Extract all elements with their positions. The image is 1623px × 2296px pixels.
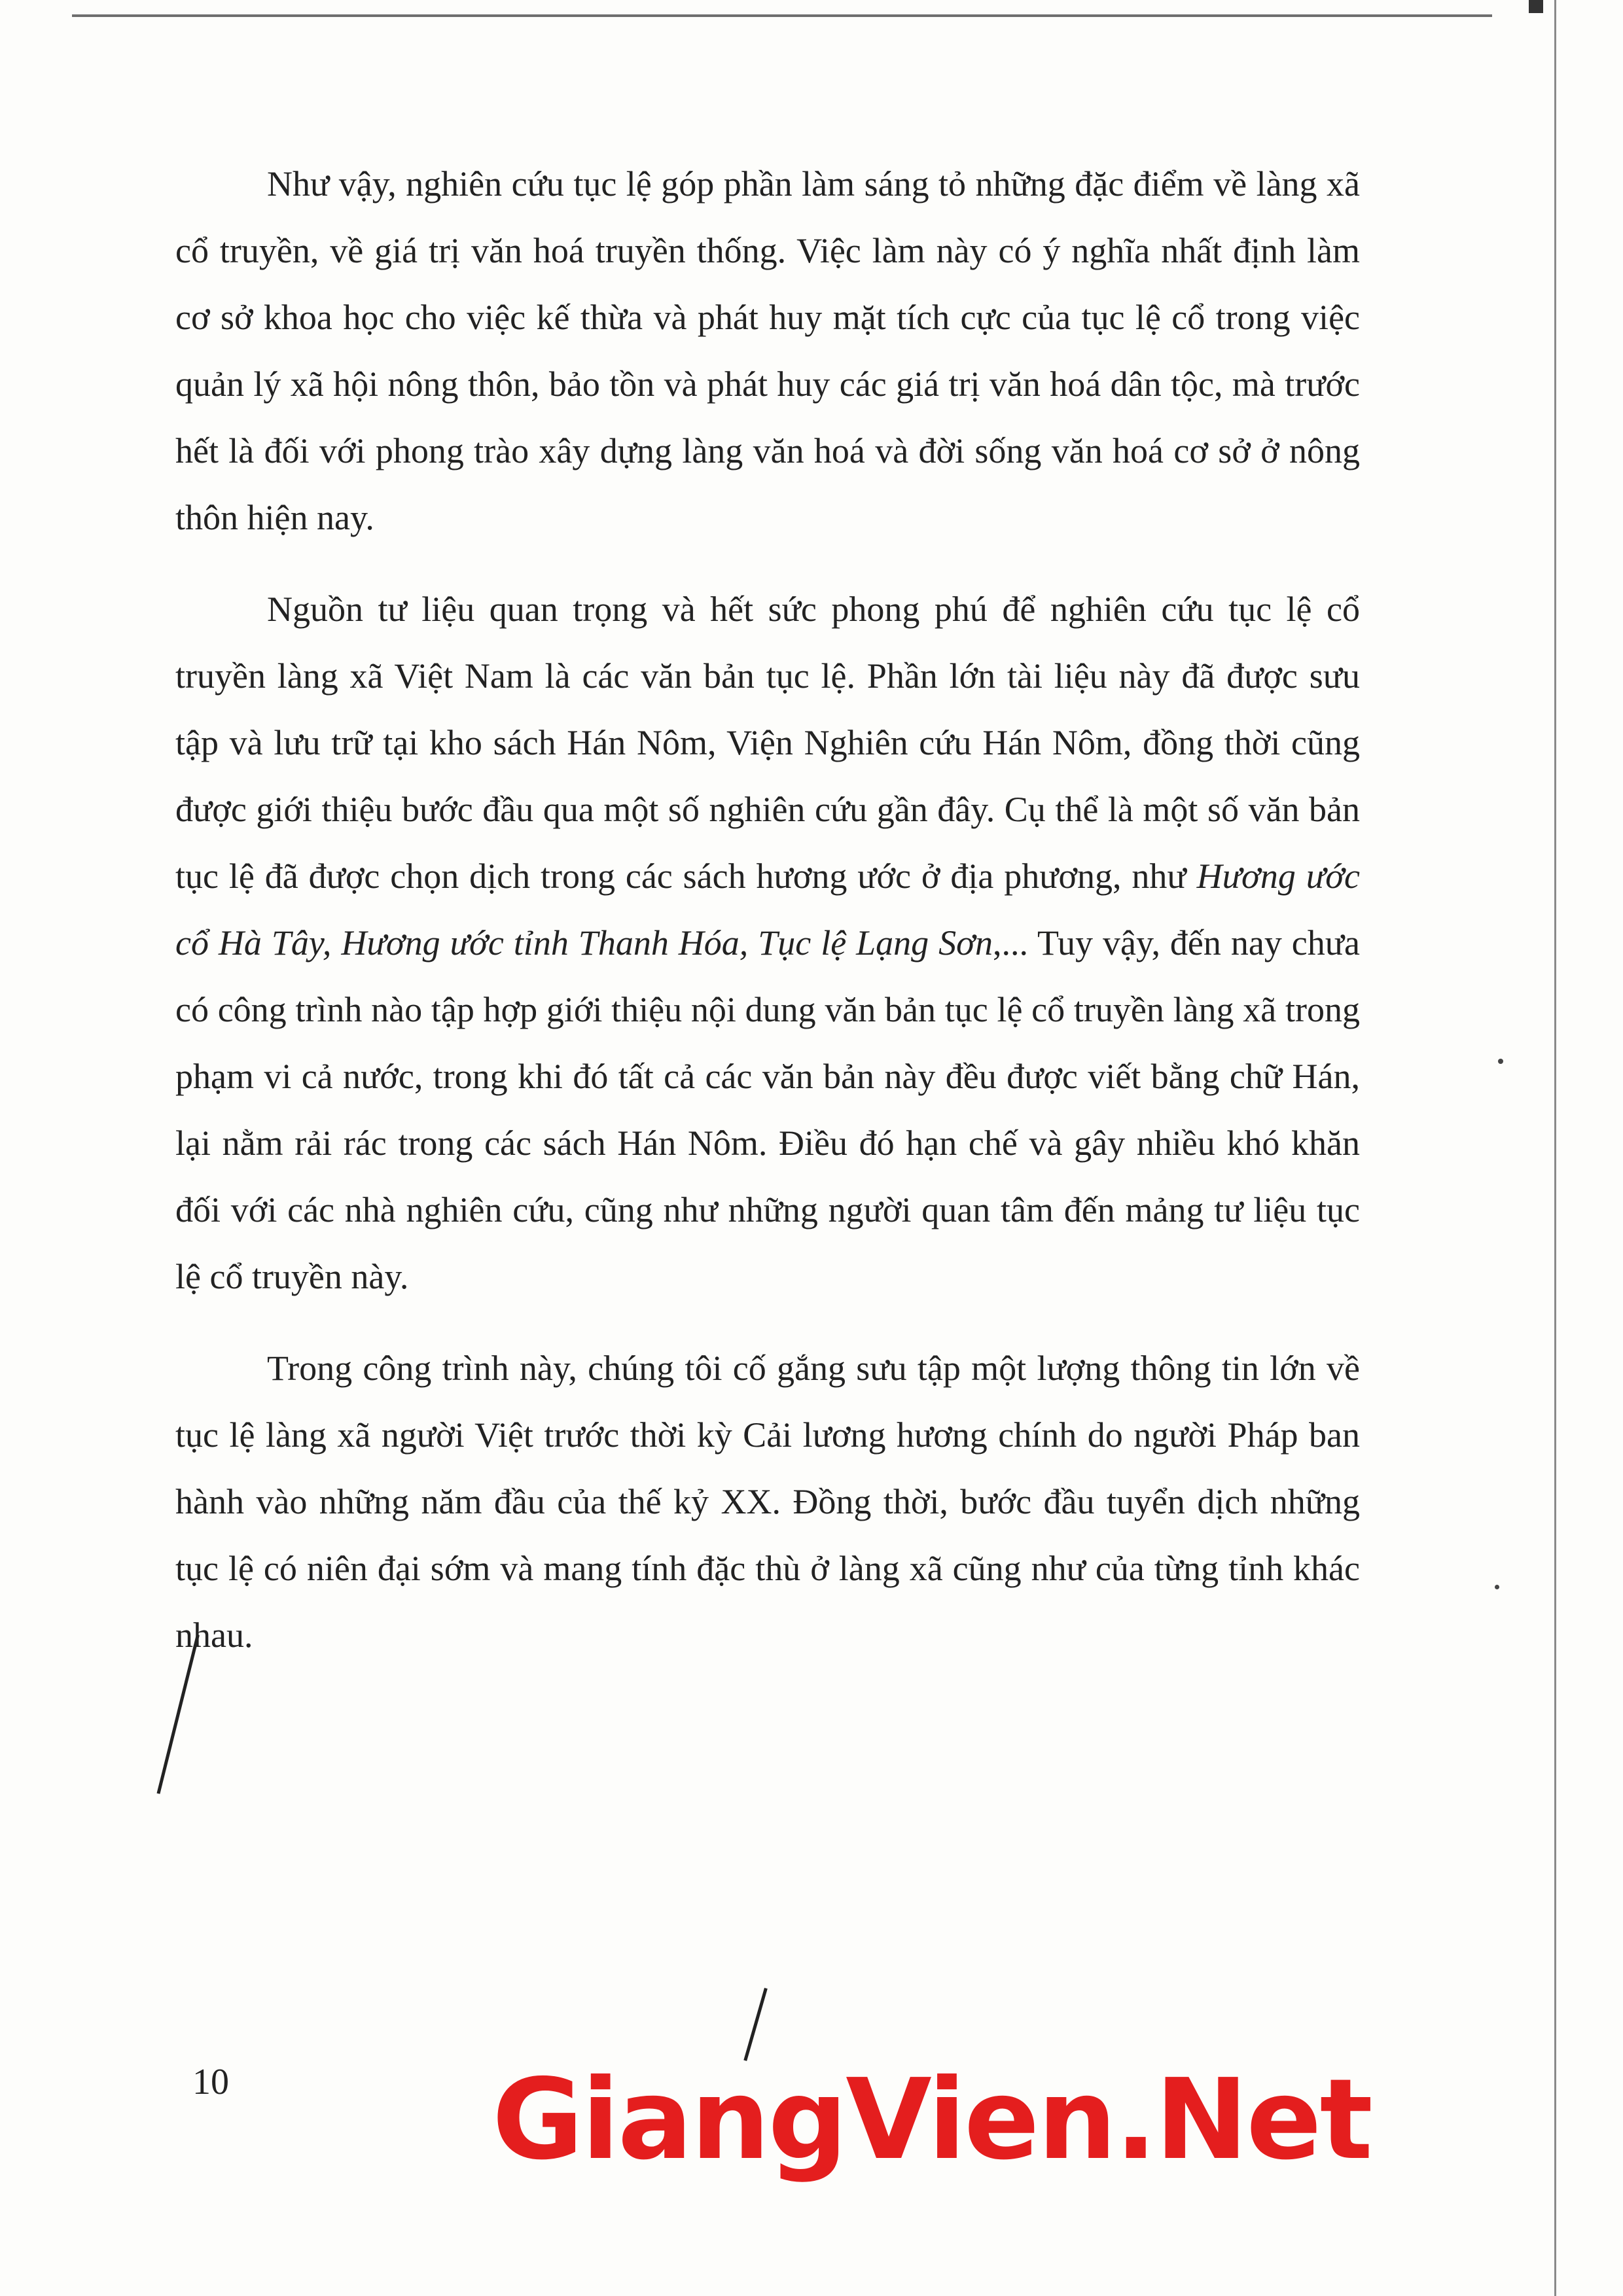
page-edge-line <box>1554 0 1556 2296</box>
handwritten-mark <box>743 1988 768 2061</box>
page-number: 10 <box>192 2062 229 2102</box>
book-titles: Hương ước cổ Hà Tây, Hương ước tỉnh Thanh Hóa, Tục lệ Lạng Sơn <box>175 857 1360 963</box>
scan-speck <box>1498 1059 1503 1064</box>
paragraph-2 <box>175 576 1360 1310</box>
top-rule <box>72 14 1492 17</box>
paragraph-text: Nguồn tư liệu quan trọng và hết sức phong phú để nghiên cứu tục lệ cổ truyền làng xã Việt Nam là các văn bản tục lệ. Phần lớn tài liệu này đã được sưu tập và lưu trữ tại kho sách Hán Nôm, Viện Nghiên cứu Hán Nôm, đồng thời cũng được giới thiệu bước đầu qua một số nghiên cứu gần đây. Cụ thể là một số văn bản tục lệ đã được chọn dịch trong các sách hương ước ở địa phương, như <box>175 590 1360 896</box>
body-text <box>175 150 1360 1693</box>
paragraph-1 <box>175 150 1360 551</box>
scan-speck <box>1495 1585 1499 1589</box>
watermark: GiangVien.Net <box>492 2055 1371 2185</box>
corner-mark <box>1529 0 1543 13</box>
paragraph-text: ,... Tuy vậy, đến nay chưa có công trình nào tập hợp giới thiệu nội dung văn bản tục lệ cổ truyền làng xã trong phạm vi cả nước, trong khi đó tất cả các văn bản này đều được viết bằng chữ Hán, lại nằm rải rác trong các sách Hán Nôm. Điều đó hạn chế và gây nhiều khó khăn đối với các nhà nghiên cứu, cũng như những người quan tâm đến mảng tư liệu tục lệ cổ truyền này. <box>175 923 1360 1296</box>
paragraph-text: Như vậy, nghiên cứu tục lệ góp phần làm sáng tỏ những đặc điểm về làng xã cổ truyền, về giá trị văn hoá truyền thống. Việc làm này có ý nghĩa nhất định làm cơ sở khoa học cho việc kế thừa và phát huy mặt tích cực của tục lệ cổ trong việc quản lý xã hội nông thôn, bảo tồn và phát huy các giá trị văn hoá dân tộc, mà trước hết là đối với phong trào xây dựng làng văn hoá và đời sống văn hoá cơ sở ở nông thôn hiện nay. <box>175 164 1360 537</box>
paragraph-text: Trong công trình này, chúng tôi cố gắng sưu tập một lượng thông tin lớn về tục lệ làng xã người Việt trước thời kỳ Cải lương hương chính do người Pháp ban hành vào những năm đầu của thế kỷ XX. Đồng thời, bước đầu tuyển dịch những tục lệ có niên đại sớm và mang tính đặc thù ở làng xã cũng như của từng tỉnh khác nhau. <box>175 1349 1360 1655</box>
paragraph-3 <box>175 1335 1360 1669</box>
